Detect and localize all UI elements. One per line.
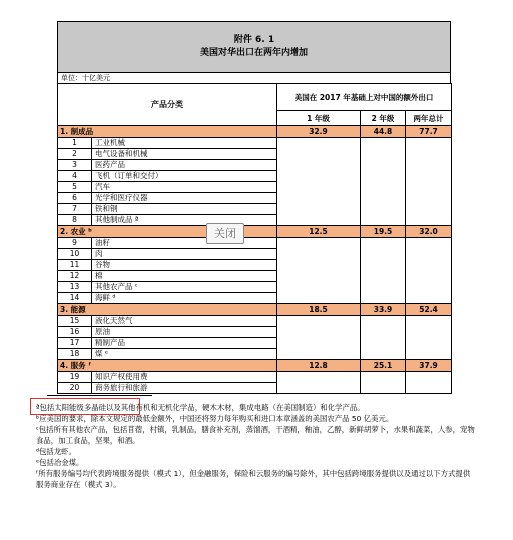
row-label: 工业机械 <box>92 138 277 149</box>
section-total-value: 52.4 <box>406 304 452 316</box>
row-number: 5 <box>58 182 92 193</box>
section-label: 1. 制成品 <box>58 126 277 138</box>
row-number: 8 <box>58 215 92 226</box>
row-number: 16 <box>58 327 92 338</box>
row-number: 18 <box>58 349 92 360</box>
table-title-box <box>57 21 451 73</box>
header-year2: 2 年级 <box>361 111 406 126</box>
section-year1-value: 12.8 <box>277 360 361 372</box>
row-number: 1 <box>58 138 92 149</box>
export-table <box>57 83 452 394</box>
header-year1: 1 年级 <box>277 111 361 126</box>
section-year2-value: 33.9 <box>361 304 406 316</box>
blank-cell <box>406 316 452 360</box>
row-label: 油籽 <box>92 238 277 249</box>
row-label: 海鲜 ᵈ <box>92 293 277 304</box>
section-year1-value: 32.9 <box>277 126 361 138</box>
section-year2-value: 44.8 <box>361 126 406 138</box>
section-label: 4. 服务 ᶠ <box>58 360 277 372</box>
row-number: 19 <box>58 372 92 383</box>
section-label: 3. 能源 <box>58 304 277 316</box>
blank-cell <box>277 316 361 360</box>
header-category: 产品分类 <box>58 84 277 126</box>
row-label: 电气设备和机械 <box>92 149 277 160</box>
row-label: 棉 <box>92 271 277 282</box>
table-body <box>58 126 452 394</box>
row-number: 17 <box>58 338 92 349</box>
section-label: 2. 农业 ᵇ <box>58 226 277 238</box>
section-row <box>58 126 452 138</box>
row-number: 6 <box>58 193 92 204</box>
row-label: 谷物 <box>92 260 277 271</box>
table-row <box>58 138 452 149</box>
unit-label: 单位：十亿美元 <box>57 73 451 83</box>
blank-cell <box>361 372 406 394</box>
row-label: 精制产品 <box>92 338 277 349</box>
row-number: 20 <box>58 383 92 394</box>
row-label: 商务旅行和旅游 <box>92 383 277 394</box>
row-number: 7 <box>58 204 92 215</box>
table-row <box>58 316 452 327</box>
row-label: 煤 ᵉ <box>92 349 277 360</box>
footnote-b: ᵇ应美国的要求，除本文规定的最低金额外，中国还将努力每年购买和进口本章涵盖的美国农产品 50 亿美元。 <box>36 414 394 423</box>
blank-cell <box>361 316 406 360</box>
blank-cell <box>406 372 452 394</box>
footnote-e: ᵉ包括冶金煤。 <box>36 458 84 467</box>
row-number: 9 <box>58 238 92 249</box>
section-total-value: 32.0 <box>406 226 452 238</box>
section-row <box>58 304 452 316</box>
blank-cell <box>277 238 361 304</box>
section-year2-value: 25.1 <box>361 360 406 372</box>
footnote-c: ᶜ包括所有其他农产品，包括苜蓿，村镇，乳制品，膳食补充剂，蒸馏酒，干酒精，釉油，乙醇，新鲜胡萝卜，水果和蔬菜，人参，宠物食品，加工食品，坚果，和酒。 <box>36 425 475 445</box>
row-number: 15 <box>58 316 92 327</box>
row-label: 其他农产品 ᶜ <box>92 282 277 293</box>
row-number: 14 <box>58 293 92 304</box>
row-label: 光学和医疗仪器 <box>92 193 277 204</box>
blank-cell <box>277 138 361 226</box>
blank-cell <box>277 372 361 394</box>
section-total-value: 77.7 <box>406 126 452 138</box>
row-label: 液化天然气 <box>92 316 277 327</box>
row-number: 2 <box>58 149 92 160</box>
row-label: 其他制成品 ª <box>92 215 277 226</box>
footnote-d: ᵈ包括龙虾。 <box>36 447 76 456</box>
document-table-container <box>57 21 451 394</box>
table-row <box>58 372 452 383</box>
close-button[interactable]: 关闭 <box>206 223 244 244</box>
row-number: 13 <box>58 282 92 293</box>
row-number: 10 <box>58 249 92 260</box>
section-year2-value: 19.5 <box>361 226 406 238</box>
section-total-value: 37.9 <box>406 360 452 372</box>
header-group: 美国在 2017 年基础上对中国的额外出口 <box>277 84 452 111</box>
row-label: 原油 <box>92 327 277 338</box>
footnote-divider <box>47 395 152 396</box>
section-row <box>58 360 452 372</box>
section-year1-value: 18.5 <box>277 304 361 316</box>
row-number: 4 <box>58 171 92 182</box>
row-number: 12 <box>58 271 92 282</box>
row-label: 医药产品 <box>92 160 277 171</box>
table-row <box>58 238 452 249</box>
row-label: 知识产权使用费 <box>92 372 277 383</box>
blank-cell <box>406 138 452 226</box>
section-year1-value: 12.5 <box>277 226 361 238</box>
blank-cell <box>361 138 406 226</box>
row-label: 汽车 <box>92 182 277 193</box>
row-number: 3 <box>58 160 92 171</box>
footnote-f: ᶠ所有服务编号均代表跨境服务提供（模式 1），但金融服务，保险和云服务的编号除外，其中包括跨境服务提供以及通过以下方式提供服务商业存在（模式 3）。 <box>36 469 471 489</box>
blank-cell <box>361 238 406 304</box>
blank-cell <box>406 238 452 304</box>
row-label: 肉 <box>92 249 277 260</box>
row-number: 11 <box>58 260 92 271</box>
row-label: 飞机（订单和交付） <box>92 171 277 182</box>
section-row <box>58 226 452 238</box>
footnote-a: ª包括太阳能级多晶硅以及其他有机和无机化学品，硬木木材，集成电路（在美国制造）和化学产品。 <box>36 403 365 412</box>
header-total: 两年总计 <box>406 111 452 126</box>
table-title: 美国对华出口在两年内增加 <box>199 48 308 58</box>
row-label: 铁和钢 <box>92 204 277 215</box>
footnotes <box>36 395 476 490</box>
table-title-number: 附件 6. 1 <box>233 35 275 45</box>
